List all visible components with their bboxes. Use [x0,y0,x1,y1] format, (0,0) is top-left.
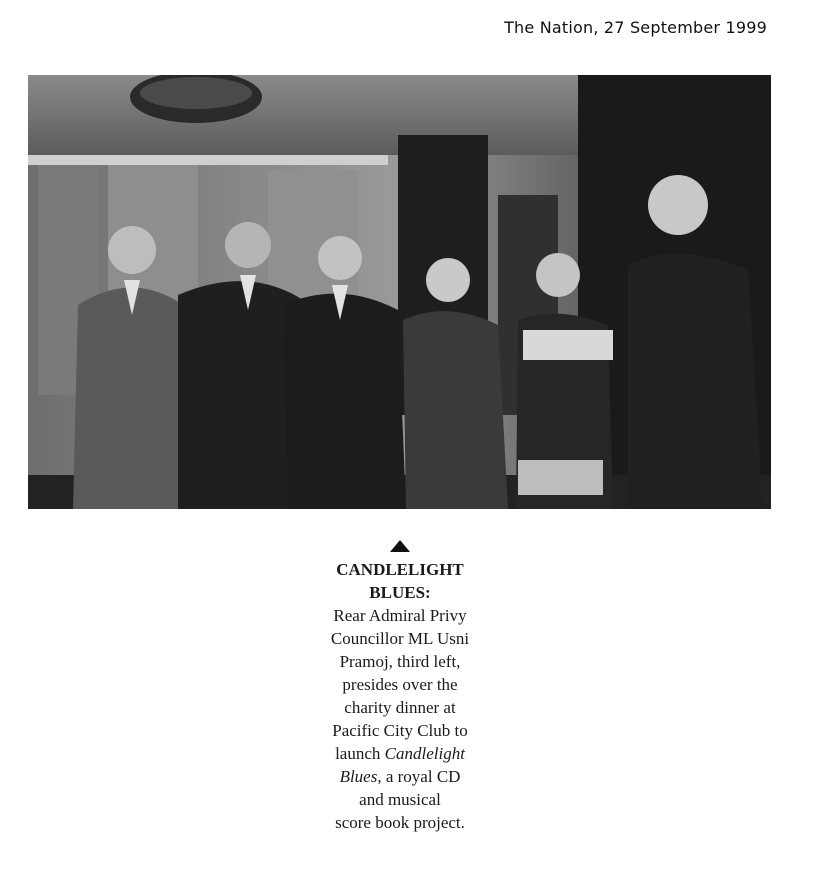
caption-line: and musical [359,790,441,809]
caption-italic-title-1: Candlelight [384,744,465,763]
newspaper-source-line: The Nation, 27 September 1999 [504,18,767,37]
group-photo [28,75,771,509]
photo-caption [300,540,500,834]
caption-line: score book project. [335,813,465,832]
group-photo-icon [28,75,771,509]
caption-after-italic: a royal CD [381,767,461,786]
caption-launch-text: launch [335,744,385,763]
caption-title-line-1: CANDLELIGHT [336,560,464,579]
caption-line: Rear Admiral Privy [333,606,467,625]
caption-line: charity dinner at [344,698,456,717]
caption-line: Pramoj, third left, [339,652,461,671]
caption-pointer-icon [390,540,410,552]
caption-line: Pacific City Club to [332,721,468,740]
caption-title-line-2: BLUES: [369,583,431,602]
caption-line-launch [300,742,500,765]
caption-line: presides over the [342,675,458,694]
caption-line: Councillor ML Usni [330,629,470,648]
caption-line-blues [300,765,500,788]
caption-italic-title-2: Blues, [339,767,382,786]
